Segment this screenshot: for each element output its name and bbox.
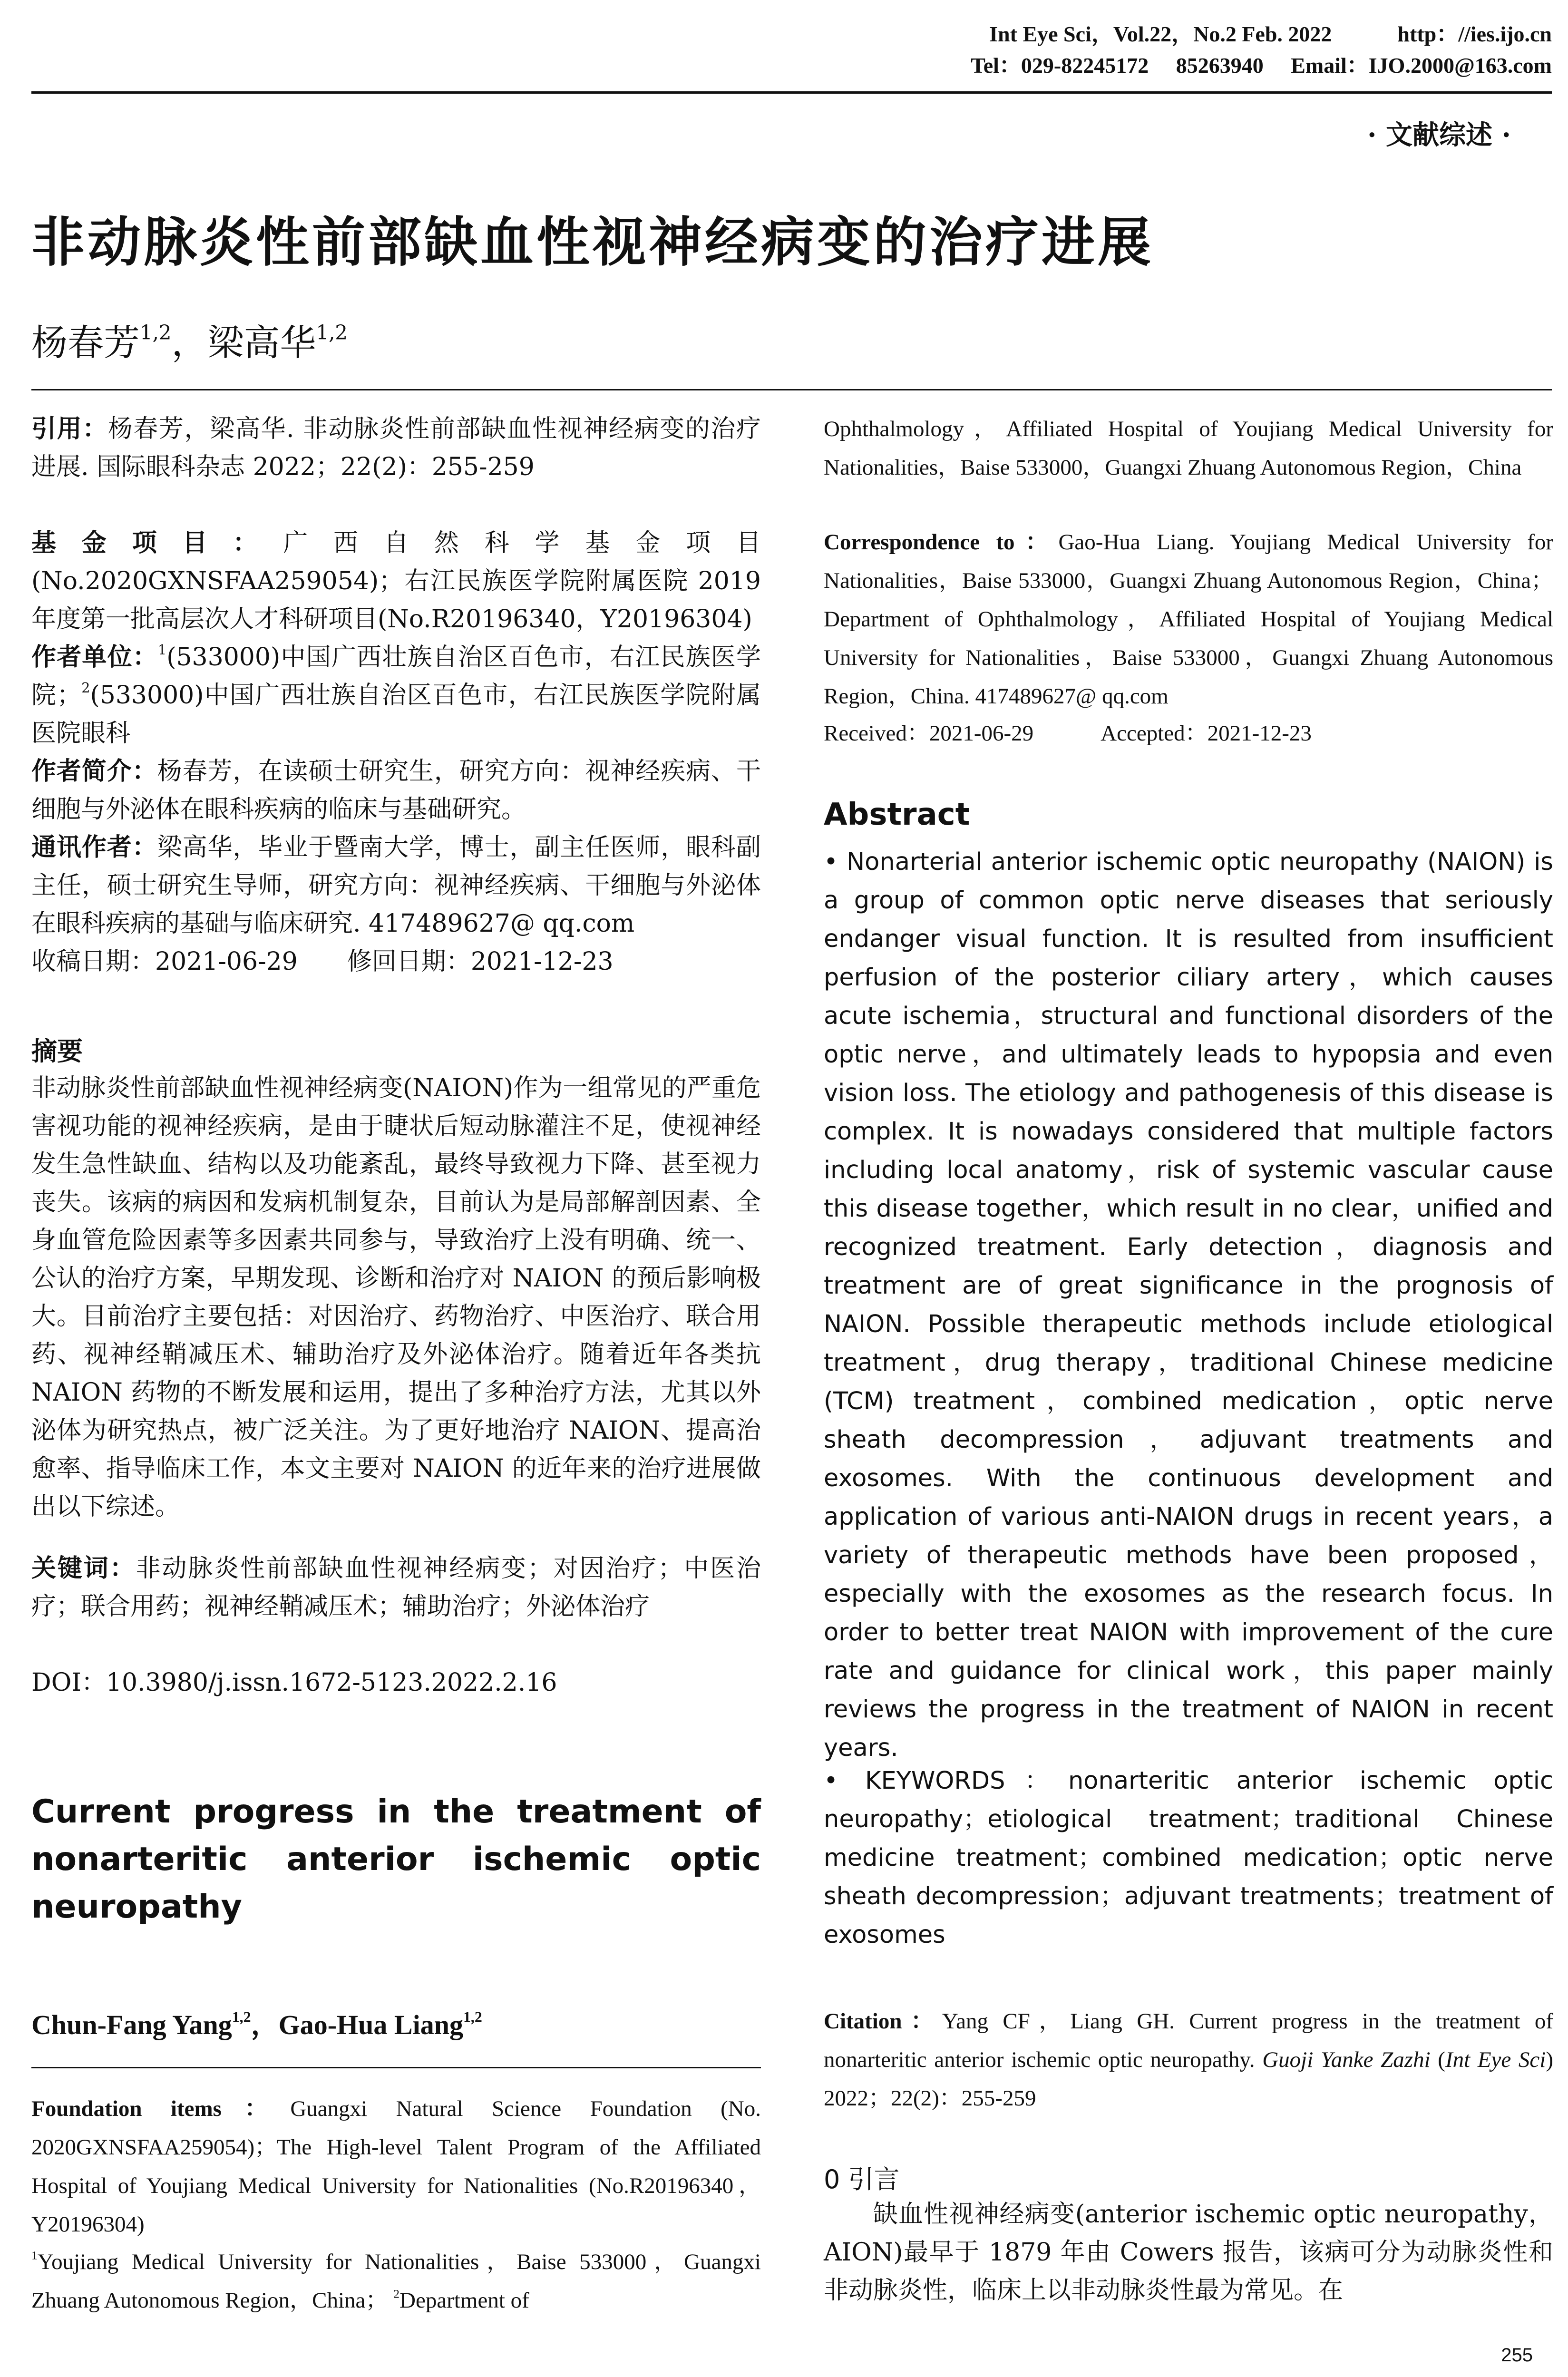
corresponding-author: 通讯作者：梁高华，毕业于暨南大学，博士，副主任医师，眼科副主任，硕士研究生导师，研究方向：视神经疾病、干细胞与外泌体在眼科疾病的基础与临床研究. 417489627@ qq.com [31,833,761,938]
abstract-cn: 非动脉炎性前部缺血性视神经病变(NAION)作为一组常见的严重危害视功能的视神经疾病，是由于睫状后短动脉灌注不足，使视神经发生急性缺血、结构以及功能紊乱，最终导致视力下降、甚至视力丧失。该病的病因和发病机制复杂，目前认为是局部解剖因素、全身血管危险因素等多因素共同参与，导致治疗上没有明确、统一、公认的治疗方案，早期发现、诊断和治疗对 NAION 的预后影响极大。目前治疗主要包括：对因治疗、药物治疗、中医治疗、联合用药、视神经鞘减压术、辅助治疗及外泌体治疗。随着近年各类抗 NAION 药物的不断发展和运用，提出了多种治疗方法，尤其以外泌体为研究热点，被广泛关注。为了更好地治疗 NAION、提高治愈率、指导临床工作，本文主要对 NAION 的近年来的治疗进展做出以下综述。 [31,1074,761,1521]
keywords-en: • KEYWORDS：nonarteritic anterior ischemic optic neuropathy；etiological treatment；traditional Chinese medicine treatment；combined medication；optic nerve sheath decompression；adjuvant treatments；treatment of exosomes [824,1767,1553,1949]
keywords-cn: 关键词：非动脉炎性前部缺血性视神经病变；对因治疗；中医治疗；联合用药；视神经鞘减压术；辅助治疗；外泌体治疗 [31,1554,761,1621]
authors-rule [31,2067,761,2068]
correspondence-en: Correspondence to：Gao-Hua Liang. Youjiang Medical University for Nationalities，Baise 533000，Guangxi Zhuang Autonomous Region，China；Department of Ophthalmology，Affiliated Hospital of Youjiang Medical University for Nationalities，Baise 533000，Guangxi Zhuang Autonomous Region，China. 417489627@ qq.com [824,530,1553,709]
citation-en: Citation：Yang CF，Liang GH. Current progress in the treatment of nonarteritic anterior ischemic optic neuropathy. Guoji Yanke Zazhi (Int Eye Sci) 2022；22(2)：255-259 [824,2009,1553,2111]
title-rule [31,389,1552,390]
received-accepted: Received：2021-06-29 Accepted：2021-12-23 [824,721,1312,746]
affiliation-continued: Ophthalmology，Affiliated Hospital of Youjiang Medical University for Nationalities，Baise 533000，Guangxi Zhuang Autonomous Region，China [824,417,1553,480]
author-bio: 作者简介：杨春芳，在读硕士研究生，研究方向：视神经疾病、干细胞与外泌体在眼科疾病的临床与基础研究。 [31,757,761,824]
authors-cn: 杨春芳$^{1,2}$，梁高华$^{1,2}$ [31,321,348,364]
authors-en: Chun-Fang Yang$^{1,2}$，Gao-Hua Liang$^{1,2}$ [31,2008,482,2040]
page-title: 非动脉炎性前部缺血性视神经病变的治疗进展 [31,212,1154,273]
english-title: Current progress in the treatment of nonarteritic anterior ischemic optic neuropathy [31,1793,761,1926]
journal-header-line2: Tel：029-82245172 85263940 Email：IJO.2000@163.com [971,53,1552,78]
dates-cn: 收稿日期：2021-06-29 修回日期：2021-12-23 [31,947,614,976]
section-label: · 文献综述 · [1367,119,1511,151]
foundation-cn: 基金项目：广西自然科学基金项目(No.2020GXNSFAA259054)；右江民族医学院附属医院 2019 年度第一批高层次人才科研项目(No.R20196340，Y20196304) [31,529,761,633]
author-2: 梁高华 [207,321,316,364]
journal-header-line1: Int Eye Sci，Vol.22，No.2 Feb. 2022 http：//ies.ijo.cn [989,22,1552,46]
intro-text: 缺血性视神经病变(anterior ischemic optic neuropathy，AION)最早于 1879 年由 Cowers 报告，该病可分为动脉炎性和非动脉炎性，临床上以非动脉炎性最为常见。在 [824,2200,1553,2305]
header-rule [31,91,1552,94]
author-1: 杨春芳 [31,321,140,364]
doi: DOI：10.3980/j.issn.1672-5123.2022.2.16 [31,1668,557,1697]
abstract-heading-en: Abstract [824,797,970,832]
foundation-items-en: Foundation items：Guangxi Natural Science Foundation (No. 2020GXNSFAA259054)；The High-level Talent Program of the Affiliated Hospital of Youjiang Medical University for Nationalities (No.R20196340，Y20196304) [31,2096,761,2237]
abstract-heading-cn: 摘要 [31,1036,83,1066]
author-units: 作者单位：$^1$(533000)中国广西壮族自治区百色市，右江民族医学院；$^2$(533000)中国广西壮族自治区百色市，右江民族医学院附属医院眼科 [31,642,761,748]
affiliations-en: $^1$Youjiang Medical University for Nationalities，Baise 533000，Guangxi Zhuang Autonomous Region，China； $^2$Department of [31,2248,761,2313]
abstract-en: • Nonarterial anterior ischemic optic neuropathy (NAION) is a group of common optic nerve diseases that seriously endanger visual function. It is resulted from insufficient perfusion of the posterior ciliary artery，which causes acute ischemia，structural and functional disorders of the optic nerve，and ultimately leads to hypopsia and even vision loss. The etiology and pathogenesis of this disease is complex. It is nowadays considered that multiple factors including local anatomy，risk of systemic vascular cause this disease together，which result in no clear，unified and recognized treatment. Early detection，diagnosis and treatment are of great significance in the prognosis of NAION. Possible therapeutic methods include etiological treatment，drug therapy，traditional Chinese medicine (TCM) treatment，combined medication，optic nerve sheath decompression，adjuvant treatments and exosomes. With the continuous development and application of various anti-NAION drugs in recent years，a variety of therapeutic methods have been proposed，especially with the exosomes as the research focus. In order to better treat NAION with improvement of the cure rate and guidance for clinical work，this paper mainly reviews the progress in the treatment of NAION in recent years. [824,848,1553,1762]
intro-heading: 0 引言 [824,2164,900,2194]
citation-cn: 引用：杨春芳，梁高华. 非动脉炎性前部缺血性视神经病变的治疗进展. 国际眼科杂志 2022；22(2)：255-259 [31,415,761,481]
page-number: 255 [1501,2345,1533,2366]
